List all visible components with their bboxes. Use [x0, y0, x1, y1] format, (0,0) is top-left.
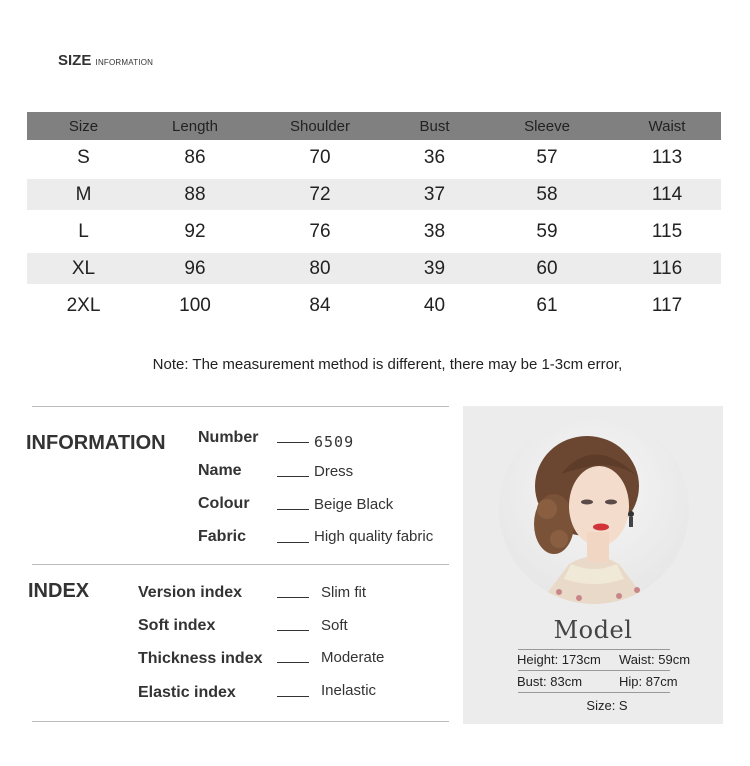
table-cell: 38 [423, 220, 446, 242]
info-label-number: Number [198, 429, 259, 446]
index-value-soft: Soft [321, 617, 348, 634]
index-label-thickness: Thickness index [138, 650, 263, 667]
table-cell: 84 [309, 294, 331, 316]
model-title: Model [553, 616, 633, 644]
index-value-thickness: Moderate [321, 649, 385, 666]
table-row [27, 142, 721, 173]
table-cell: 2XL [66, 294, 101, 316]
leader-line [277, 542, 309, 543]
table-row [27, 216, 721, 247]
model-panel [463, 406, 723, 724]
size-heading [58, 52, 153, 69]
divider [518, 692, 670, 693]
model-hip: Hip: 87cm [619, 674, 678, 689]
table-header-row [27, 112, 721, 140]
table-cell: L [78, 220, 89, 242]
leader-line [277, 509, 309, 510]
table-cell: 92 [184, 220, 206, 242]
index-value-version: Slim fit [321, 584, 366, 601]
table-cell: 88 [184, 183, 206, 205]
index-label-version: Version index [138, 584, 243, 601]
table-cell: 59 [536, 220, 558, 242]
column-header-size: Size [68, 117, 99, 135]
table-cell: 86 [184, 146, 206, 168]
leader-line [277, 476, 309, 477]
table-cell: 40 [423, 294, 446, 316]
table-cell: 36 [423, 146, 446, 168]
information-title: INFORMATION [26, 432, 166, 454]
table-cell: 70 [309, 146, 331, 168]
table-cell: 115 [651, 220, 683, 242]
divider [518, 649, 670, 650]
table-cell: 37 [423, 183, 446, 205]
table-row [27, 179, 721, 210]
info-label-colour: Colour [198, 495, 250, 512]
table-cell: 58 [536, 183, 558, 205]
index-title: INDEX [28, 580, 90, 602]
model-portrait-image [499, 414, 689, 604]
info-value-number: 6509 [314, 433, 355, 451]
model-portrait-illustration [499, 414, 689, 604]
table-cell: 96 [184, 257, 206, 279]
table-cell: 57 [536, 146, 558, 168]
table-row [27, 253, 721, 284]
model-waist: Waist: 59cm [619, 652, 691, 667]
table-cell: 114 [651, 183, 683, 205]
column-header-bust: Bust [419, 117, 450, 135]
table-cell: 116 [651, 257, 683, 279]
column-header-length: Length [172, 117, 218, 135]
leader-line [277, 442, 309, 443]
table-cell: 60 [536, 257, 558, 279]
leader-line [277, 662, 309, 663]
table-cell: 76 [309, 220, 331, 242]
info-value-name: Dress [314, 463, 354, 480]
column-header-shoulder: Shoulder [289, 117, 351, 135]
model-height: Height: 173cm [517, 652, 601, 667]
leader-line [277, 696, 309, 697]
info-label-name: Name [198, 462, 242, 479]
size-heading-subtitle: INFORMATION [95, 58, 154, 67]
table-cell: 39 [423, 257, 446, 279]
divider [32, 721, 449, 722]
table-row [27, 290, 721, 321]
leader-line [277, 630, 309, 631]
measurement-note: Note: The measurement method is different, there may be 1-3cm error, [152, 356, 623, 373]
column-header-sleeve: Sleeve [524, 117, 570, 135]
model-bust: Bust: 83cm [517, 674, 583, 689]
table-cell: 100 [179, 294, 211, 316]
size-heading-title: SIZE [58, 52, 92, 69]
table-cell: S [77, 146, 90, 168]
index-value-elastic: Inelastic [321, 682, 377, 699]
table-cell: 113 [651, 146, 683, 168]
index-label-elastic: Elastic index [138, 684, 236, 701]
info-value-fabric: High quality fabric [314, 528, 434, 545]
divider [32, 564, 449, 565]
info-label-fabric: Fabric [198, 528, 247, 545]
table-cell: 61 [536, 294, 558, 316]
table-cell: M [75, 183, 92, 205]
table-cell: XL [71, 257, 96, 279]
index-label-soft: Soft index [138, 617, 216, 634]
divider [518, 670, 670, 671]
leader-line [277, 597, 309, 598]
table-cell: 117 [651, 294, 683, 316]
model-size: Size: S [586, 698, 628, 713]
info-value-colour: Beige Black [314, 496, 394, 513]
table-cell: 80 [309, 257, 331, 279]
table-cell: 72 [309, 183, 331, 205]
divider [32, 406, 449, 407]
size-table [27, 112, 721, 327]
column-header-waist: Waist [648, 117, 686, 135]
